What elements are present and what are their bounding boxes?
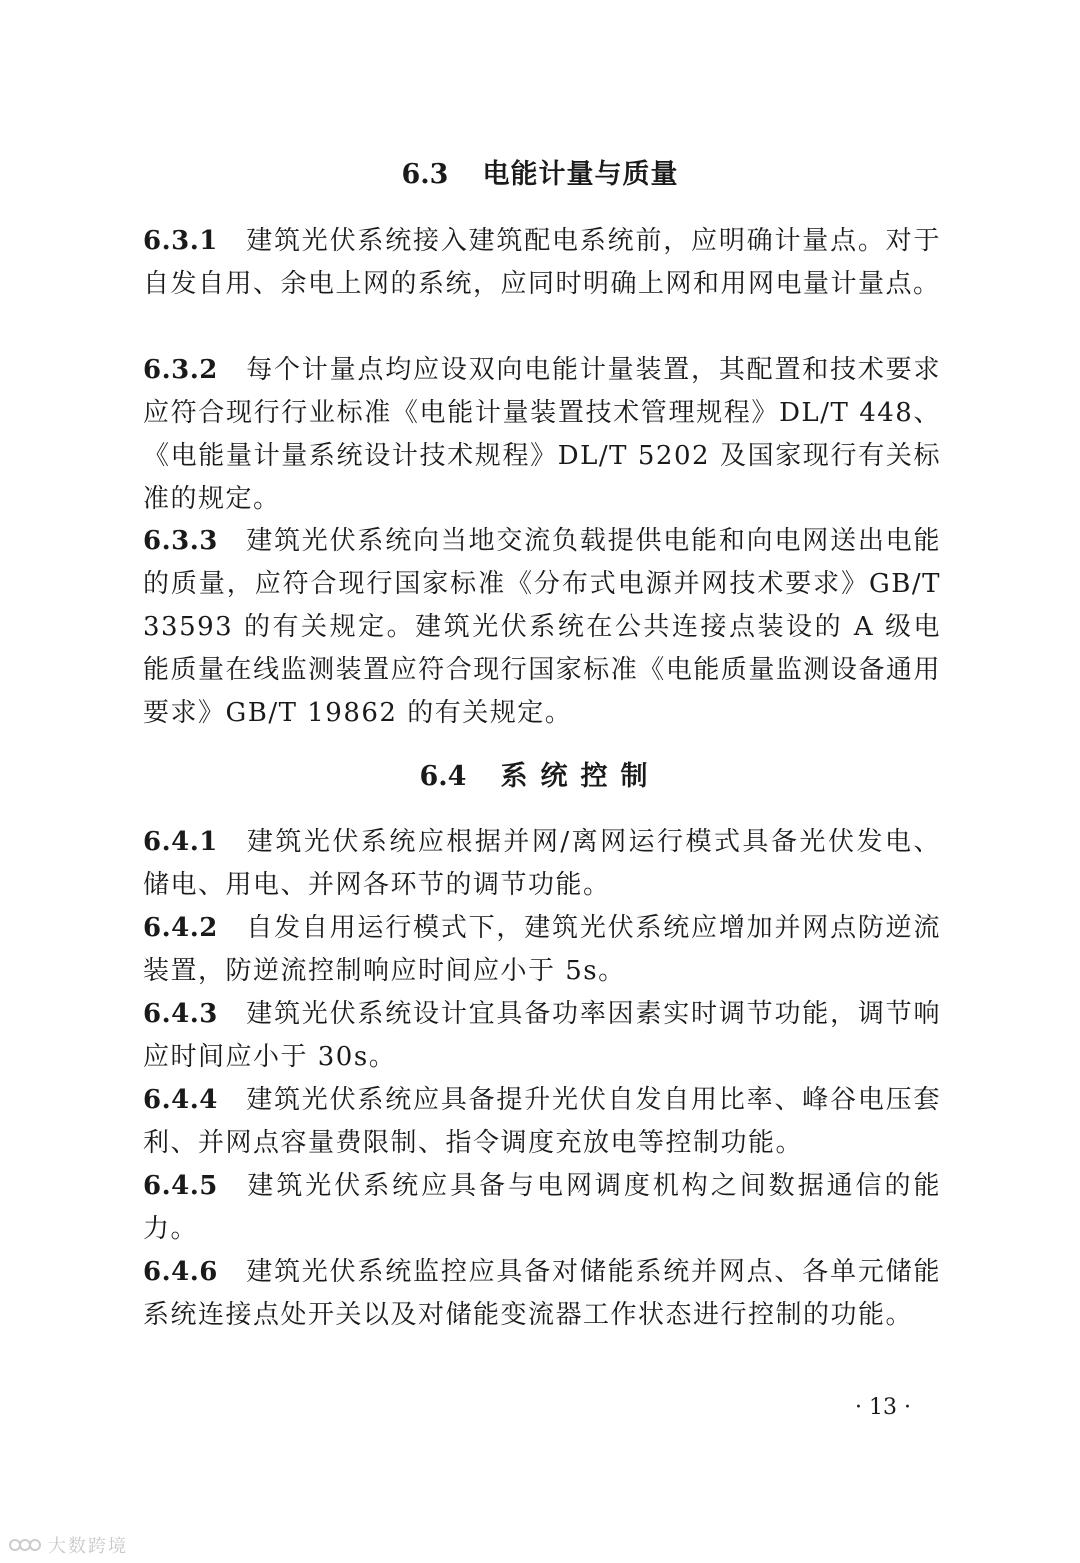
clause-6-4-4 <box>143 1079 941 1165</box>
page-number: · 13 · <box>855 1395 911 1420</box>
clause-number: 6.3.3 <box>143 526 218 556</box>
clause-6-4-2 <box>143 907 941 993</box>
clause-number: 6.4.2 <box>143 913 218 943</box>
brand-logo-icon <box>8 1533 42 1557</box>
clause-6-4-5 <box>143 1165 941 1251</box>
clause-number: 6.4.5 <box>143 1171 218 1201</box>
clause-text: 建筑光伏系统应具备提升光伏自发自用比率、峰谷电压套利、并网点容量费限制、指令调度充放电等控制功能。 <box>143 1085 941 1158</box>
clause-6-3-2 <box>143 349 941 521</box>
clause-text: 建筑光伏系统接入建筑配电系统前，应明确计量点。对于自发自用、余电上网的系统，应同时明确上网和用网电量计量点。 <box>143 226 941 299</box>
clause-number: 6.4.4 <box>143 1085 218 1115</box>
section-number: 6.3 <box>401 159 449 190</box>
clause-number: 6.3.1 <box>143 226 218 256</box>
clause-text: 建筑光伏系统监控应具备对储能系统并网点、各单元储能系统连接点处开关以及对储能变流器工作状态进行控制的功能。 <box>143 1257 941 1330</box>
clause-6-4-6 <box>143 1251 941 1337</box>
section-number: 6.4 <box>419 761 467 792</box>
section-title: 电能计量与质量 <box>482 159 679 190</box>
section-heading-6-4 <box>0 760 1080 794</box>
clause-6-4-1 <box>143 821 941 907</box>
clause-number: 6.4.1 <box>143 827 218 857</box>
clause-text: 建筑光伏系统应具备与电网调度机构之间数据通信的能力。 <box>143 1171 941 1244</box>
clause-number: 6.4.3 <box>143 999 218 1029</box>
section-heading-6-3 <box>0 158 1080 192</box>
clause-text: 自发自用运行模式下，建筑光伏系统应增加并网点防逆流装置，防逆流控制响应时间应小于 5s。 <box>143 913 941 986</box>
watermark <box>8 1532 128 1558</box>
clause-text: 建筑光伏系统应根据并网/离网运行模式具备光伏发电、储电、用电、并网各环节的调节功能。 <box>143 827 941 900</box>
clause-6-4-3 <box>143 993 941 1079</box>
section-title: 系统控制 <box>500 761 661 792</box>
clause-text: 建筑光伏系统向当地交流负载提供电能和向电网送出电能的质量，应符合现行国家标准《分布式电源并网技术要求》GB/T 33593 的有关规定。建筑光伏系统在公共连接点装设的 A 级电能质量在线监测装置应符合现行国家标准《电能质量监测设备通用要求》GB/T 19862 的有关规定。 <box>143 526 941 728</box>
clause-number: 6.4.6 <box>143 1257 218 1287</box>
clause-text: 每个计量点均应设双向电能计量装置，其配置和技术要求应符合现行行业标准《电能计量装置技术管理规程》DL/T 448、《电能量计量系统设计技术规程》DL/T 5202 及国家现行有关标准的规定。 <box>143 355 941 514</box>
clause-text: 建筑光伏系统设计宜具备功率因素实时调节功能，调节响应时间应小于 30s。 <box>143 999 941 1072</box>
clause-number: 6.3.2 <box>143 355 218 385</box>
watermark-text: 大数跨境 <box>48 1536 128 1557</box>
clause-6-3-3 <box>143 520 941 735</box>
clause-6-3-1 <box>143 220 941 306</box>
